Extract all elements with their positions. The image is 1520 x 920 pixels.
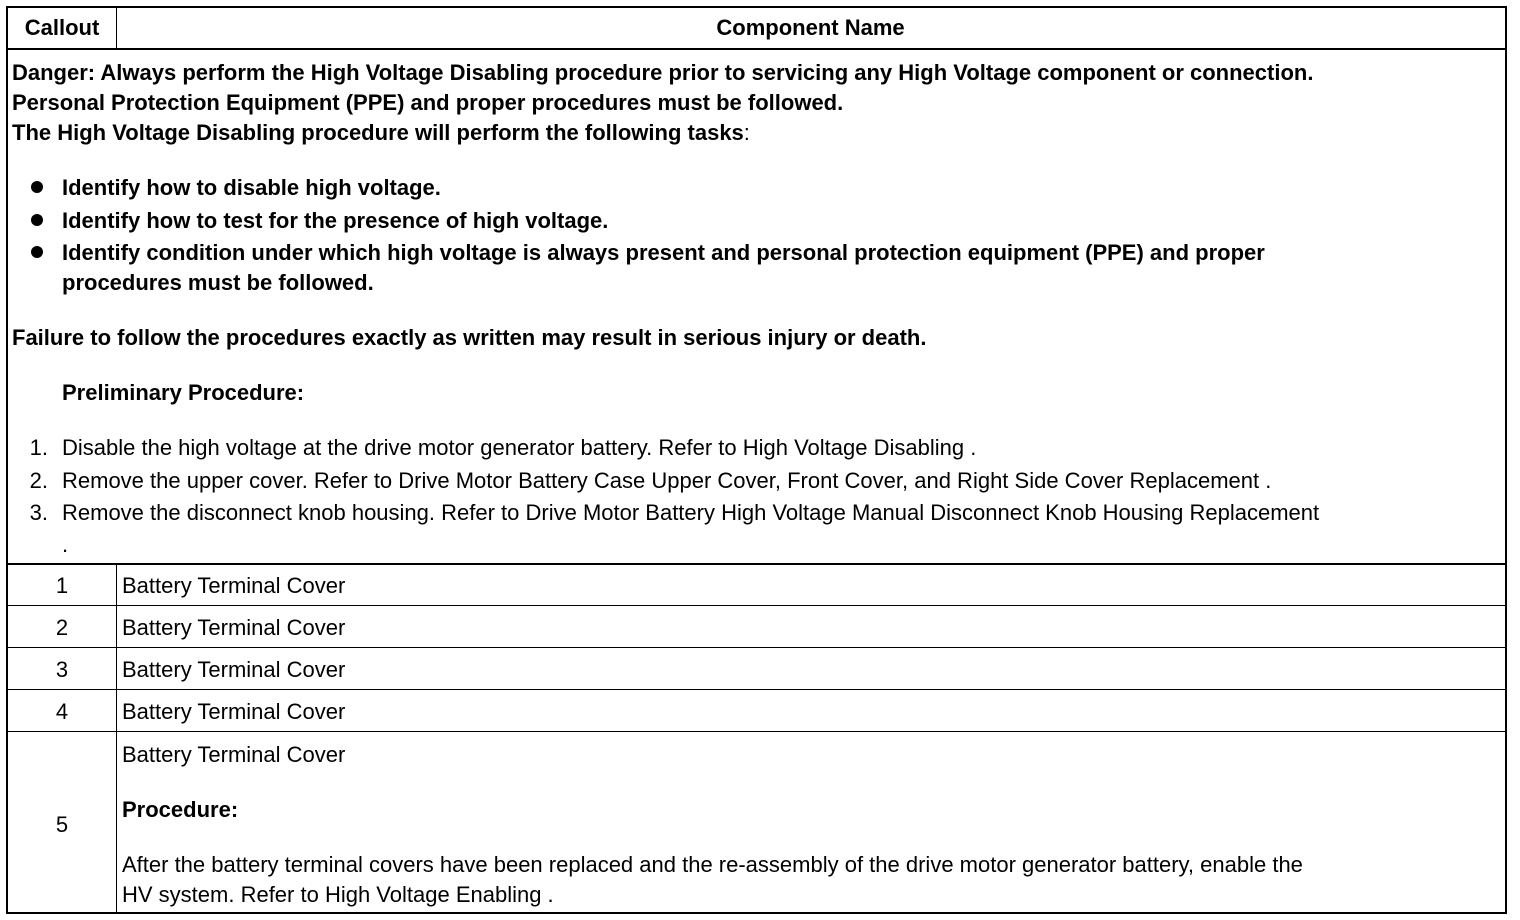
danger-line-2: Personal Protection Equipment (PPE) and proper procedures must be followed. bbox=[12, 90, 844, 115]
danger-line-3-colon: : bbox=[743, 120, 750, 145]
row-3-callout: 3 bbox=[55, 657, 69, 682]
row-3-rule bbox=[8, 689, 1505, 690]
row-4-callout: 4 bbox=[55, 699, 69, 724]
danger-line-1: Danger: Always perform the High Voltage Disabling procedure prior to servicing any High Voltage component or connection. bbox=[12, 60, 1314, 85]
row-5-callout: 5 bbox=[55, 812, 69, 837]
row-3-name: Battery Terminal Cover bbox=[122, 657, 346, 682]
step-text-3: Remove the disconnect knob housing. Refer to Drive Motor Battery High Voltage Manual Disconnect Knob Housing Replacement bbox=[62, 500, 1320, 525]
bullet-item-1: Identify how to disable high voltage. bbox=[62, 175, 441, 200]
row-2-callout: 2 bbox=[55, 615, 69, 640]
row-1-callout: 1 bbox=[55, 573, 69, 598]
row-1-rule bbox=[8, 605, 1505, 606]
row-5-name: Battery Terminal Cover bbox=[122, 742, 346, 767]
bullet-icon bbox=[31, 181, 43, 193]
bullet-item-3: Identify condition under which high voltage is always present and personal protection equipment (PPE) and proper bbox=[62, 240, 1265, 265]
row-2-name: Battery Terminal Cover bbox=[122, 615, 346, 640]
bullet-item-3-cont: procedures must be followed. bbox=[62, 270, 374, 295]
header-divider bbox=[116, 8, 117, 48]
bullet-icon bbox=[31, 214, 43, 226]
step-number-3: 3. bbox=[29, 500, 48, 525]
step-number-2: 2. bbox=[29, 468, 48, 493]
row-5-procedure-title: Procedure: bbox=[122, 797, 239, 822]
danger-line-3 bbox=[12, 118, 750, 148]
row-4-name: Battery Terminal Cover bbox=[122, 699, 346, 724]
danger-line-3-text: The High Voltage Disabling procedure will perform the following tasks bbox=[12, 120, 744, 145]
preliminary-title: Preliminary Procedure: bbox=[62, 380, 305, 405]
row-4-rule bbox=[8, 731, 1505, 732]
row-1-name: Battery Terminal Cover bbox=[122, 573, 346, 598]
row-2-rule bbox=[8, 647, 1505, 648]
step-text-2: Remove the upper cover. Refer to Drive Motor Battery Case Upper Cover, Front Cover, and Right Side Cover Replacement . bbox=[62, 468, 1272, 493]
rows-divider bbox=[116, 563, 117, 914]
bullet-item-2: Identify how to test for the presence of high voltage. bbox=[62, 208, 609, 233]
row-5-procedure-line-1: After the battery terminal covers have been replaced and the re-assembly of the drive motor generator battery, enable the bbox=[122, 852, 1303, 877]
failure-warning: Failure to follow the procedures exactly as written may result in serious injury or death. bbox=[12, 325, 927, 350]
header-bottom-rule bbox=[8, 48, 1505, 50]
step-number-1: 1. bbox=[29, 435, 48, 460]
bullet-icon bbox=[31, 246, 43, 258]
step-text-3-cont: . bbox=[62, 532, 69, 557]
component-table bbox=[6, 6, 1507, 914]
row-5-procedure-line-2: HV system. Refer to High Voltage Enabling . bbox=[122, 882, 554, 907]
header-component-name: Component Name bbox=[716, 15, 905, 40]
header-callout: Callout bbox=[24, 15, 100, 40]
notice-bottom-rule bbox=[8, 563, 1505, 565]
step-text-1: Disable the high voltage at the drive motor generator battery. Refer to High Voltage Disabling . bbox=[62, 435, 977, 460]
